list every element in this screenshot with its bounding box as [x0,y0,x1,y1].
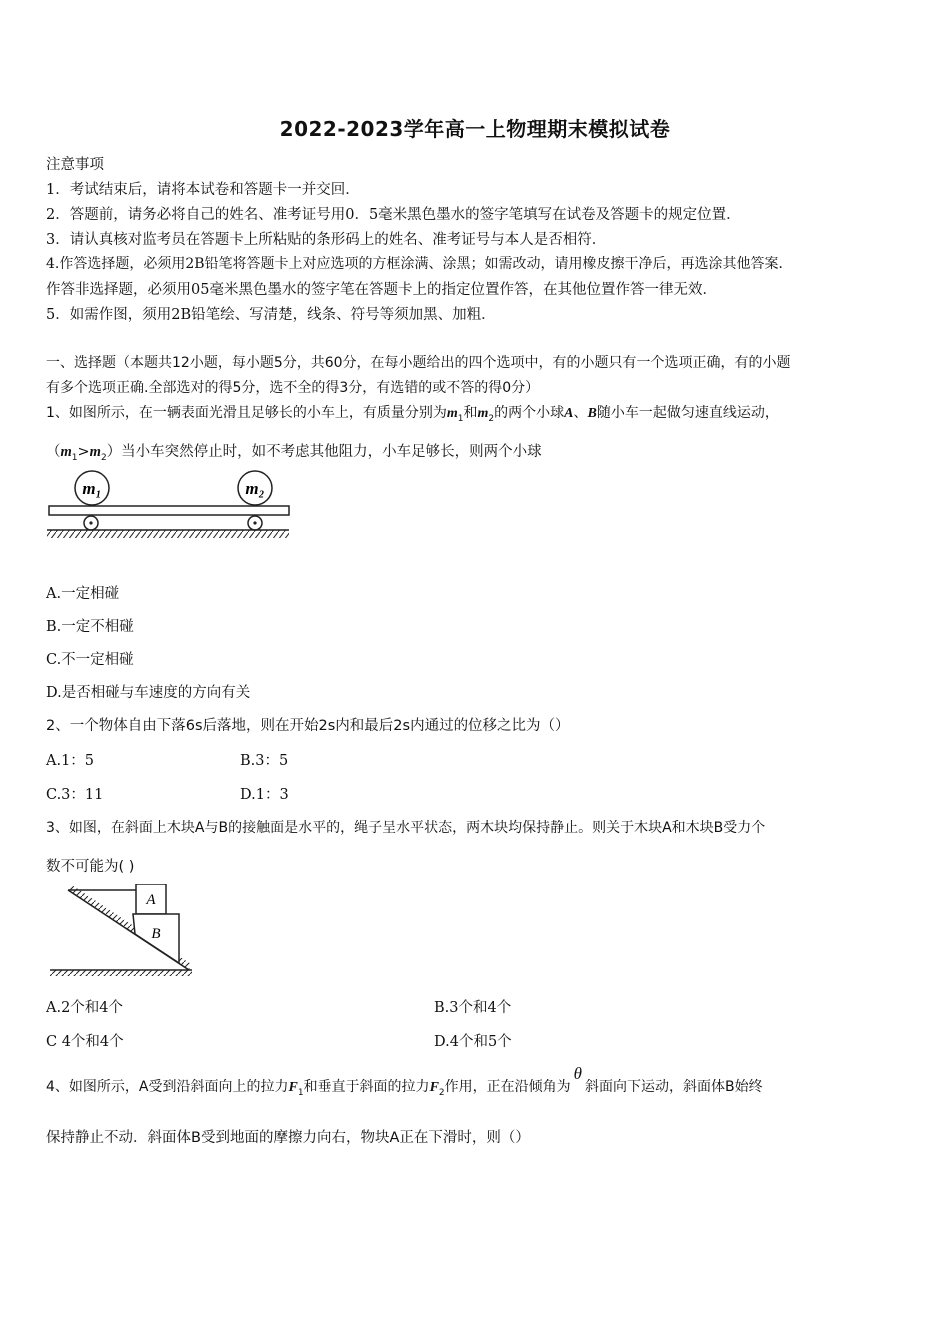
block-a-label: A [146,892,156,908]
section-heading-line1: 一、选择题（本题共12小题，每小题5分，共60分，在每小题给出的四个选项中，有的小题只有一个选项正确，有的小题 [46,355,791,371]
q1-stem-line1: 1、如图所示，在一辆表面光滑且足够长的小车上，有质量分别为$m_1$和$m_2$的两个小球A、B随小车一起做匀速直线运动， [46,405,779,424]
q2-option-c: C.3：11 [46,787,104,803]
q2-stem: 2、一个物体自由下落6s后落地，则在开始2s内和最后2s内通过的位移之比为（） [46,718,570,734]
notice-item: 2．答题前，请务必将自己的姓名、准考证号用0．5毫米黑色墨水的签字笔填写在试卷及答题卡的规定位置． [46,207,741,223]
section-heading-line2: 有多个选项正确.全部选对的得5分，选不全的得3分，有选错的或不答的得0分） [46,380,540,396]
q1-option-a: A.一定相碰 [46,586,120,602]
q1-stem-line2: $(m_1>m_2)$当小车突然停止时，如不考虑其他阻力，小车足够长，则两个小球 [46,444,542,463]
notice-item: 4.作答选择题，必须用2B铅笔将答题卡上对应选项的方框涂满、涂黑；如需改动，请用橡皮擦干净后，再选涂其他答案． [46,256,793,272]
page-title: 2022-2023学年高一上物理期末模拟试卷 [279,117,671,141]
q2-option-d: D.1：3 [240,787,289,803]
ball-m1-label: m₁ [82,479,102,498]
notice-item: 1．考试结束后，请将本试卷和答题卡一并交回． [46,182,360,198]
q4-stem-line1: 4、如图所示，A受到沿斜面向上的拉力$F_1$和垂直于斜面的拉力$F_2$作用，正在沿倾角为θ斜面向下运动，斜面体B始终 [46,1064,763,1098]
q1-option-c: C.不一定相碰 [46,652,134,668]
q3-stem-line1: 3、如图，在斜面上木块A与B的接触面是水平的，绳子呈水平状态，两木块均保持静止。则关于木块A和木块B受力个 [46,820,766,836]
notice-item: 3．请认真核对监考员在答题卡上所粘贴的条形码上的姓名、准考证号与本人是否相符． [46,232,607,248]
q3-option-c: C 4个和4个 [46,1034,124,1050]
notice-heading: 注意事项 [46,157,104,173]
notice-item: 作答非选择题，必须用05毫米黑色墨水的签字笔在答题卡上的指定位置作答，在其他位置作答一律无效． [46,282,717,298]
q2-option-b: B.3：5 [240,753,289,769]
block-b-label: B [151,926,161,942]
q3-option-a: A.2个和4个 [46,1000,124,1016]
q3-stem-line2: 数不可能为( ) [46,859,135,875]
ground-hatch [47,530,289,538]
q2-option-a: A.1：5 [46,753,95,769]
q3-option-d: D.4个和5个 [434,1034,512,1050]
q4-stem-line2: 保持静止不动．斜面体B受到地面的摩擦力向右，物块A正在下滑时，则（） [46,1130,530,1146]
cart-board [49,506,289,515]
q3-option-b: B.3个和4个 [434,1000,512,1016]
ground-hatch [50,970,192,976]
q3-incline-figure [46,884,196,979]
q1-option-b: B.一定不相碰 [46,619,134,635]
q1-option-d: D.是否相碰与车速度的方向有关 [46,685,251,701]
ball-m2-label: m₂ [245,479,265,498]
q1-cart-figure [44,468,294,540]
notice-item: 5．如需作图，须用2B铅笔绘、写清楚，线条、符号等须加黑、加粗． [46,307,496,323]
